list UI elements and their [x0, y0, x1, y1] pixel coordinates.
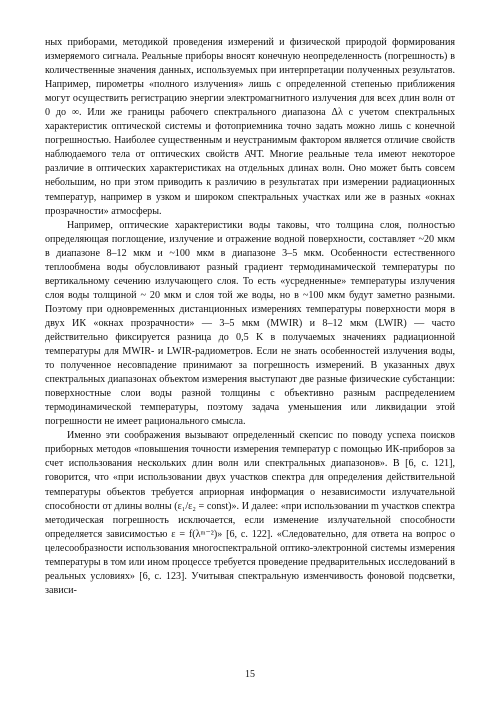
page-number: 15: [245, 669, 255, 680]
document-page: [45, 36, 455, 666]
paragraph-2: Например, оптические характеристики воды таковы, что толщина слоя, полностью определяющая поглощение, излучение и отражение водной поверхности, составляет ~20 мкм в диапазоне 8–12 мкм и ~100 мкм в диапазоне 3–5 мкм. Особенности естественного теплообмена воды обусловливают разный градиент термодинамической температуры по вертикальному сечению излучающего слоя. То есть «усредненные» температуры излучения слоя воды толщиной ~ 20 мкм и слоя той же воды, но в ~100 мкм будут заметно разными. Поэтому при одновременных дистанционных измерениях температуры поверхности моря в двух ИК «окнах прозрачности» — 3–5 мкм (MWIR) и 8–12 мкм (LWIR) — часто действительно фиксируется разница до 0,5 K в получаемых значениях радиационной температуры для MWIR- и LWIR-радиометров. Если не знать особенностей излучения воды, то полученное несовпадение принимают за погрешность измерений. В указанных двух спектральных диапазонах объектом измерения выступают две разные физические субстанции: поверхностные слои воды разной толщины с объективно разным распределением термодинамической температуры, поэтому задача уменьшения или ликвидации этой погрешности не имеет рационального смысла.: [45, 219, 455, 428]
paragraph-3: Именно эти соображения вызывают определенный скепсис по поводу успеха поисков приборных методов «повышения точности измерения температур с помощью ИК-приборов за счет использования нескольких длин волн или спектральных диапазонов». В [6, с. 121], говорится, что «при использовании двух участков спектра для определения действительной температуры объектов требуется априорная информация о независимости излучательной способности от длины волны (ε₁/ε₂ = const)». И далее: «при использовании m участков спектра методическая погрешность исключается, если изменение излучательной способности определяется зависимостью ε = f(λᵐ⁻²)» [6, с. 122]. «Следовательно, для ответа на вопрос о целесообразности использования многоспектральной оптико-электронной системы измерения температуры в том или ином процессе требуется проведение предварительных исследований в реальных условиях» [6, с. 123]. Учитывая спектральную изменчивость фоновой подсветки, зависи-: [45, 430, 455, 596]
paragraph-1: ных приборами, методикой проведения измерений и физической природой формирования измеряемого сигнала. Реальные приборы вносят конечную неопределенность (погрешность) в количественные значения данных, используемых при интерпретации полученных результатов. Например, пирометры «полного излучения» лишь с определенной степенью приближения могут осуществить регистрацию энергии электромагнитного излучения для всех длин волн от 0 до ∞. Или же границы рабочего спектрального диапазона Δλ с учетом спектральных характеристик оптической системы и фотоприемника точно задать можно лишь с конечной погрешностью. Наиболее существенным и неустранимым фактором является отличие свойств наблюдаемого тела от оптических свойств АЧТ. Многие реальные тела имеют некоторое различие в оптических характеристиках на отдельных длинах волн. Оно может быть совсем небольшим, но при этом приводить к различию в результатах при измерении радиационных температур, например в узком и широком спектральных участках или же в разных «окнах прозрачности» атмосферы.: [45, 37, 455, 217]
